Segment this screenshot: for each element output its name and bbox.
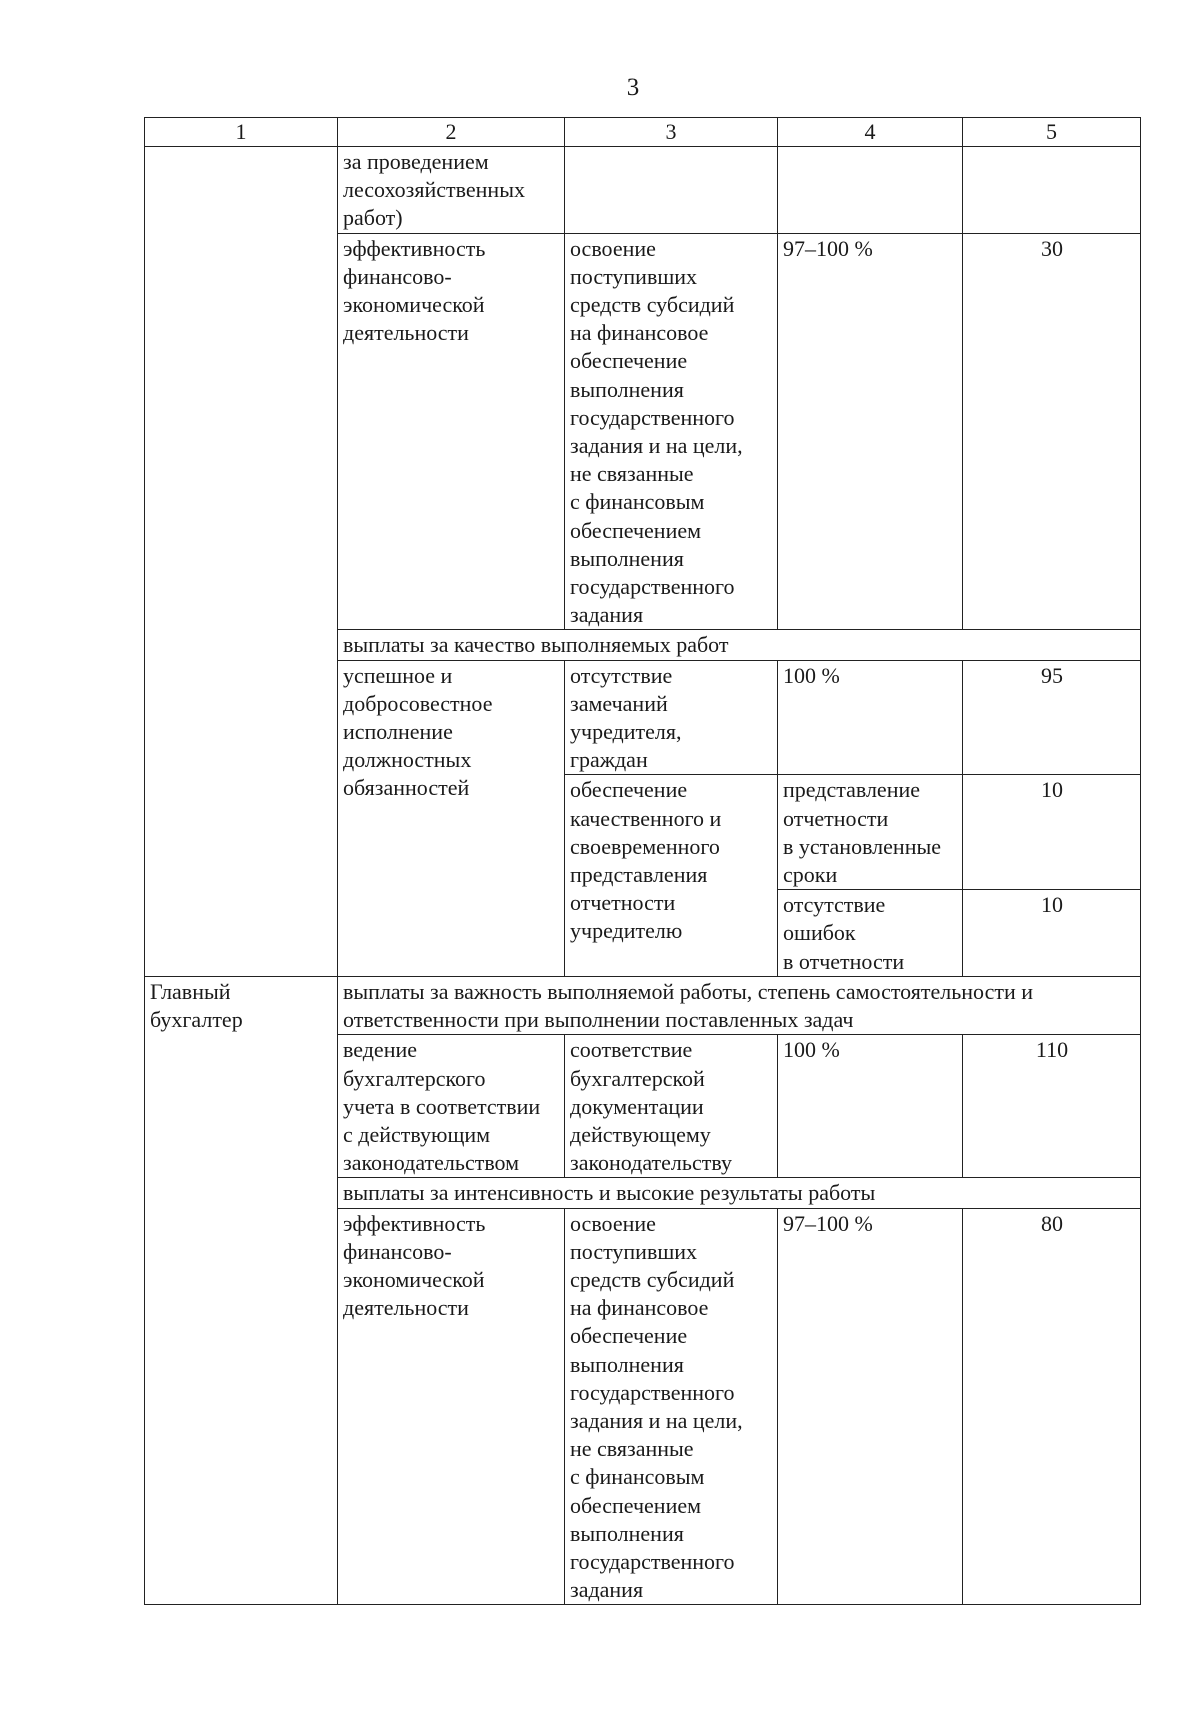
criterion-cell: ведение бухгалтерского учета в соответствии с действующим законодательством xyxy=(338,1035,565,1178)
amount-cell: 10 xyxy=(963,890,1141,977)
condition-cell: 100 % xyxy=(778,660,963,775)
section-title: выплаты за важность выполняемой работы, степень самостоятельности и ответственности при выполнении поставленных задач xyxy=(338,976,1141,1034)
amount-cell: 30 xyxy=(963,233,1141,630)
condition-cell: представление отчетности в установленные сроки xyxy=(778,775,963,890)
section-title: выплаты за интенсивность и высокие результаты работы xyxy=(338,1178,1141,1208)
column-header: 1 xyxy=(145,118,338,147)
indicator-cell xyxy=(565,147,778,234)
criterion-cell: эффективность финансово- экономической деятельности xyxy=(338,1208,565,1605)
column-header: 4 xyxy=(778,118,963,147)
section-row xyxy=(145,976,1141,1034)
amount-cell: 110 xyxy=(963,1035,1141,1178)
criterion-cell: за проведением лесохозяйственных работ) xyxy=(338,147,565,234)
column-header: 2 xyxy=(338,118,565,147)
table-row xyxy=(145,147,1141,234)
condition-cell: отсутствие ошибок в отчетности xyxy=(778,890,963,977)
condition-cell: 100 % xyxy=(778,1035,963,1178)
position-cell xyxy=(145,147,338,977)
criterion-cell: эффективность финансово- экономической деятельности xyxy=(338,233,565,630)
condition-cell: 97–100 % xyxy=(778,1208,963,1605)
section-title: выплаты за качество выполняемых работ xyxy=(338,630,1141,660)
condition-cell: 97–100 % xyxy=(778,233,963,630)
indicator-cell: освоение поступивших средств субсидий на финансовое обеспечение выполнения государственного задания и на цели, не связанные с финансовым обеспечением выполнения государственного задания xyxy=(565,1208,778,1605)
position-cell: Главный бухгалтер xyxy=(145,976,338,1604)
criteria-table xyxy=(144,117,1141,1605)
criterion-cell: успешное и добросовестное исполнение должностных обязанностей xyxy=(338,660,565,976)
amount-cell: 80 xyxy=(963,1208,1141,1605)
indicator-cell: освоение поступивших средств субсидий на финансовое обеспечение выполнения государственного задания и на цели, не связанные с финансовым обеспечением выполнения государственного задания xyxy=(565,233,778,630)
indicator-cell: соответствие бухгалтерской документации действующему законодательству xyxy=(565,1035,778,1178)
indicator-cell: обеспечение качественного и своевременного представления отчетности учредителю xyxy=(565,775,778,976)
page-number: 3 xyxy=(626,74,640,101)
column-header: 3 xyxy=(565,118,778,147)
amount-cell: 95 xyxy=(963,660,1141,775)
amount-cell xyxy=(963,147,1141,234)
condition-cell xyxy=(778,147,963,234)
amount-cell: 10 xyxy=(963,775,1141,890)
column-header: 5 xyxy=(963,118,1141,147)
indicator-cell: отсутствие замечаний учредителя, граждан xyxy=(565,660,778,775)
table-header-row xyxy=(145,118,1141,147)
